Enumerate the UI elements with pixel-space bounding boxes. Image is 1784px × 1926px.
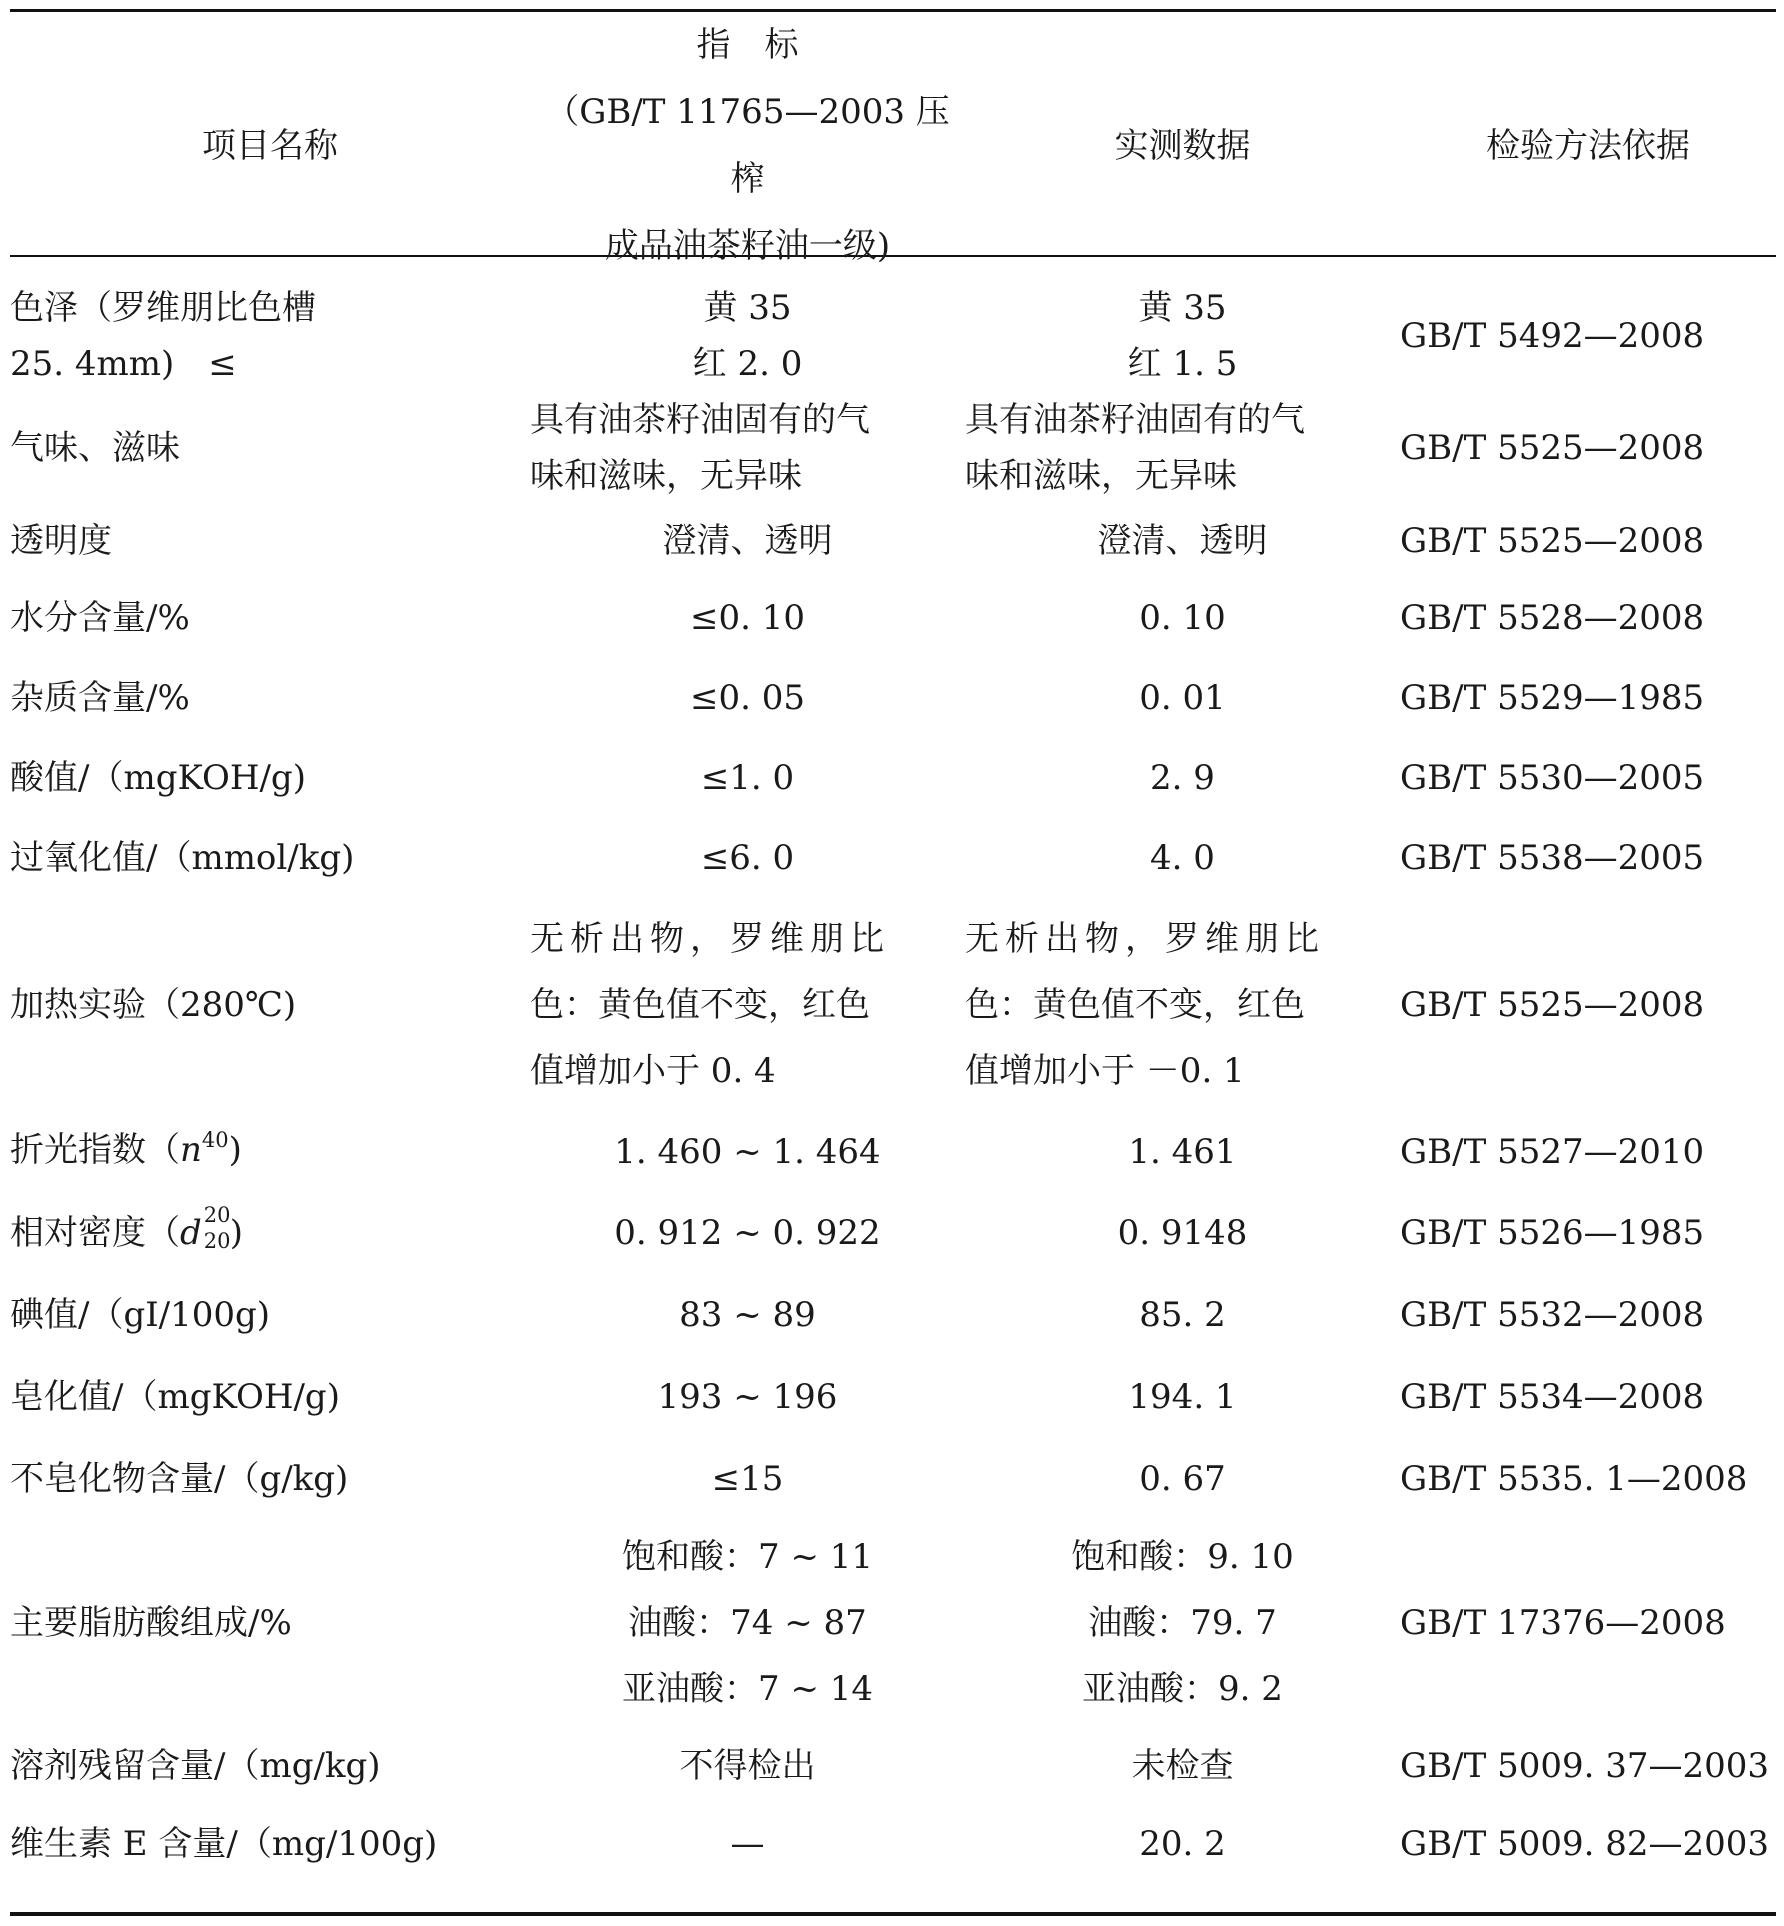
measured-value-line: 黄 35 <box>1138 288 1227 328</box>
spec-value: 不得检出 <box>679 1746 816 1786</box>
spec-value: ≤15 <box>711 1459 784 1499</box>
item-name-text: ) <box>229 1213 244 1253</box>
spec-value-line: 味和滋味，无异味 <box>530 456 802 496</box>
spec-value: 83 ~ 89 <box>679 1295 816 1335</box>
method-standard: GB/T 5009. 37—2003 <box>1400 1746 1770 1786</box>
spec-value: ≤1. 0 <box>700 758 795 798</box>
spec-value <box>530 898 965 1112</box>
item-name-line: 色泽（罗维朋比色槽 <box>10 288 316 328</box>
item-name: 溶剂残留含量/（mg/kg) <box>10 1746 381 1786</box>
table-row <box>10 1806 1776 1882</box>
table-row <box>10 898 1776 1112</box>
table-header <box>10 12 1776 280</box>
header-specification-line: 成品油茶籽油一级) <box>604 226 891 266</box>
spec-value: 澄清、透明 <box>662 521 833 561</box>
measured-value: 0. 01 <box>1139 678 1226 718</box>
item-name <box>10 1112 530 1192</box>
spec-value: 193 ~ 196 <box>657 1377 838 1417</box>
item-name: 维生素 E 含量/（mg/100g) <box>10 1824 438 1864</box>
spec-value: 1. 460 ~ 1. 464 <box>614 1132 881 1172</box>
item-name: 透明度 <box>10 521 112 561</box>
table-row <box>10 1192 1776 1274</box>
header-specification-line: （GB/T 11765—2003 压榨 <box>545 92 950 199</box>
item-name: 水分含量/% <box>10 598 190 638</box>
measured-value-line: 油酸：79. 7 <box>1088 1603 1277 1643</box>
method-standard: GB/T 5532—2008 <box>1400 1295 1705 1335</box>
spec-value-line: 黄 35 <box>703 288 792 328</box>
measured-value: 2. 9 <box>1150 758 1215 798</box>
method-standard: GB/T 5529—1985 <box>1400 678 1705 718</box>
header-test-method: 检验方法依据 <box>1486 126 1690 166</box>
item-name-text: ) <box>228 1130 242 1170</box>
item-name: 主要脂肪酸组成/% <box>10 1603 292 1643</box>
spec-value-line: 饱和酸：7 ~ 11 <box>622 1537 873 1577</box>
item-name-line: 25. 4mm) ≤ <box>10 344 237 384</box>
measured-value <box>965 392 1400 504</box>
measured-value <box>965 1520 1400 1726</box>
item-name <box>10 1192 530 1274</box>
measured-value <box>965 280 1400 392</box>
table-bottom-rule <box>10 1912 1776 1916</box>
method-standard: GB/T 5527—2010 <box>1400 1132 1705 1172</box>
measured-value-line: 饱和酸：9. 10 <box>1071 1537 1294 1577</box>
method-standard: GB/T 5538—2005 <box>1400 838 1705 878</box>
spec-value-line: 无析出物，罗维朋比 <box>530 919 890 959</box>
item-name-text: 相对密度（ <box>10 1213 180 1253</box>
table-row <box>10 504 1776 578</box>
item-name: 碘值/（gI/100g) <box>10 1295 271 1335</box>
table-row <box>10 1438 1776 1520</box>
measured-value: 澄清、透明 <box>1097 521 1268 561</box>
spec-value <box>530 1520 965 1726</box>
table-row <box>10 1726 1776 1806</box>
table-row <box>10 1520 1776 1726</box>
measured-value-line: 色：黄色值不变，红色 <box>965 985 1305 1025</box>
spec-value: ≤0. 10 <box>690 598 805 638</box>
item-name: 加热实验（280℃) <box>10 985 297 1025</box>
item-name-scripts <box>202 1203 231 1253</box>
method-standard: GB/T 5526—1985 <box>1400 1213 1705 1253</box>
oil-quality-table <box>10 12 1776 1882</box>
method-standard: GB/T 5009. 82—2003 <box>1400 1824 1770 1864</box>
spec-value: ≤0. 05 <box>690 678 805 718</box>
spec-value <box>530 392 965 504</box>
item-name <box>10 280 530 392</box>
table-row <box>10 658 1776 738</box>
item-name-subscript: 20 <box>203 1229 231 1253</box>
item-name: 气味、滋味 <box>10 428 180 468</box>
spec-value: — <box>730 1824 765 1864</box>
method-standard: GB/T 5492—2008 <box>1400 316 1705 356</box>
table-row <box>10 818 1776 898</box>
item-name-variable: d <box>180 1213 202 1253</box>
method-standard: GB/T 5525—2008 <box>1400 428 1705 468</box>
item-name: 皂化值/（mgKOH/g) <box>10 1377 340 1417</box>
table-row <box>10 738 1776 818</box>
item-name: 杂质含量/% <box>10 678 190 718</box>
measured-value: 4. 0 <box>1150 838 1215 878</box>
measured-value: 85. 2 <box>1139 1295 1226 1335</box>
spec-value-line: 亚油酸：7 ~ 14 <box>622 1669 873 1709</box>
spec-value: 0. 912 ~ 0. 922 <box>614 1213 881 1253</box>
table-row <box>10 280 1776 392</box>
measured-value-line: 红 1. 5 <box>1127 344 1238 384</box>
header-item-name: 项目名称 <box>202 126 338 166</box>
item-name-superscript: 20 <box>203 1203 231 1227</box>
method-standard: GB/T 5534—2008 <box>1400 1377 1705 1417</box>
spec-value-line: 油酸：74 ~ 87 <box>628 1603 867 1643</box>
measured-value-line: 无析出物，罗维朋比 <box>965 919 1325 959</box>
measured-value: 20. 2 <box>1139 1824 1226 1864</box>
measured-value-line: 亚油酸：9. 2 <box>1082 1669 1283 1709</box>
table-row <box>10 1274 1776 1356</box>
table-row <box>10 1356 1776 1438</box>
spec-value: ≤6. 0 <box>700 838 795 878</box>
table-row <box>10 1112 1776 1192</box>
header-measured-data: 实测数据 <box>1114 126 1251 166</box>
measured-value <box>965 898 1400 1112</box>
method-standard: GB/T 5525—2008 <box>1400 521 1705 561</box>
method-standard: GB/T 5535. 1—2008 <box>1400 1459 1748 1499</box>
table-row <box>10 392 1776 504</box>
item-name: 酸值/（mgKOH/g) <box>10 758 306 798</box>
header-specification-line: 指 标 <box>696 25 799 65</box>
measured-value-line: 具有油茶籽油固有的气 <box>965 400 1305 440</box>
spec-value-line: 红 2. 0 <box>692 344 803 384</box>
item-name-text: 折光指数（ <box>10 1130 180 1170</box>
item-name-superscript: 40 <box>201 1128 229 1152</box>
spec-value-line: 具有油茶籽油固有的气 <box>530 400 870 440</box>
method-standard: GB/T 5530—2005 <box>1400 758 1705 798</box>
method-standard: GB/T 5525—2008 <box>1400 985 1705 1025</box>
header-specification <box>530 12 965 280</box>
item-name-variable: n <box>180 1130 202 1170</box>
spec-value <box>530 280 965 392</box>
table-body <box>10 280 1776 1882</box>
measured-value: 未检查 <box>1131 1746 1234 1786</box>
method-standard: GB/T 17376—2008 <box>1400 1603 1726 1643</box>
measured-value: 0. 10 <box>1139 598 1226 638</box>
method-standard: GB/T 5528—2008 <box>1400 598 1705 638</box>
measured-value: 0. 9148 <box>1117 1213 1248 1253</box>
measured-value: 194. 1 <box>1128 1377 1237 1417</box>
item-name: 不皂化物含量/（g/kg) <box>10 1459 349 1499</box>
measured-value-line: 味和滋味，无异味 <box>965 456 1237 496</box>
measured-value-line: 值增加小于 －0. 1 <box>965 1051 1245 1091</box>
header-row <box>10 12 1776 280</box>
measured-value: 0. 67 <box>1139 1459 1226 1499</box>
item-name: 过氧化值/（mmol/kg) <box>10 838 355 878</box>
measured-value: 1. 461 <box>1128 1132 1237 1172</box>
spec-value-line: 值增加小于 0. 4 <box>530 1051 776 1091</box>
table-row <box>10 578 1776 658</box>
spec-value-line: 色：黄色值不变，红色 <box>530 985 870 1025</box>
